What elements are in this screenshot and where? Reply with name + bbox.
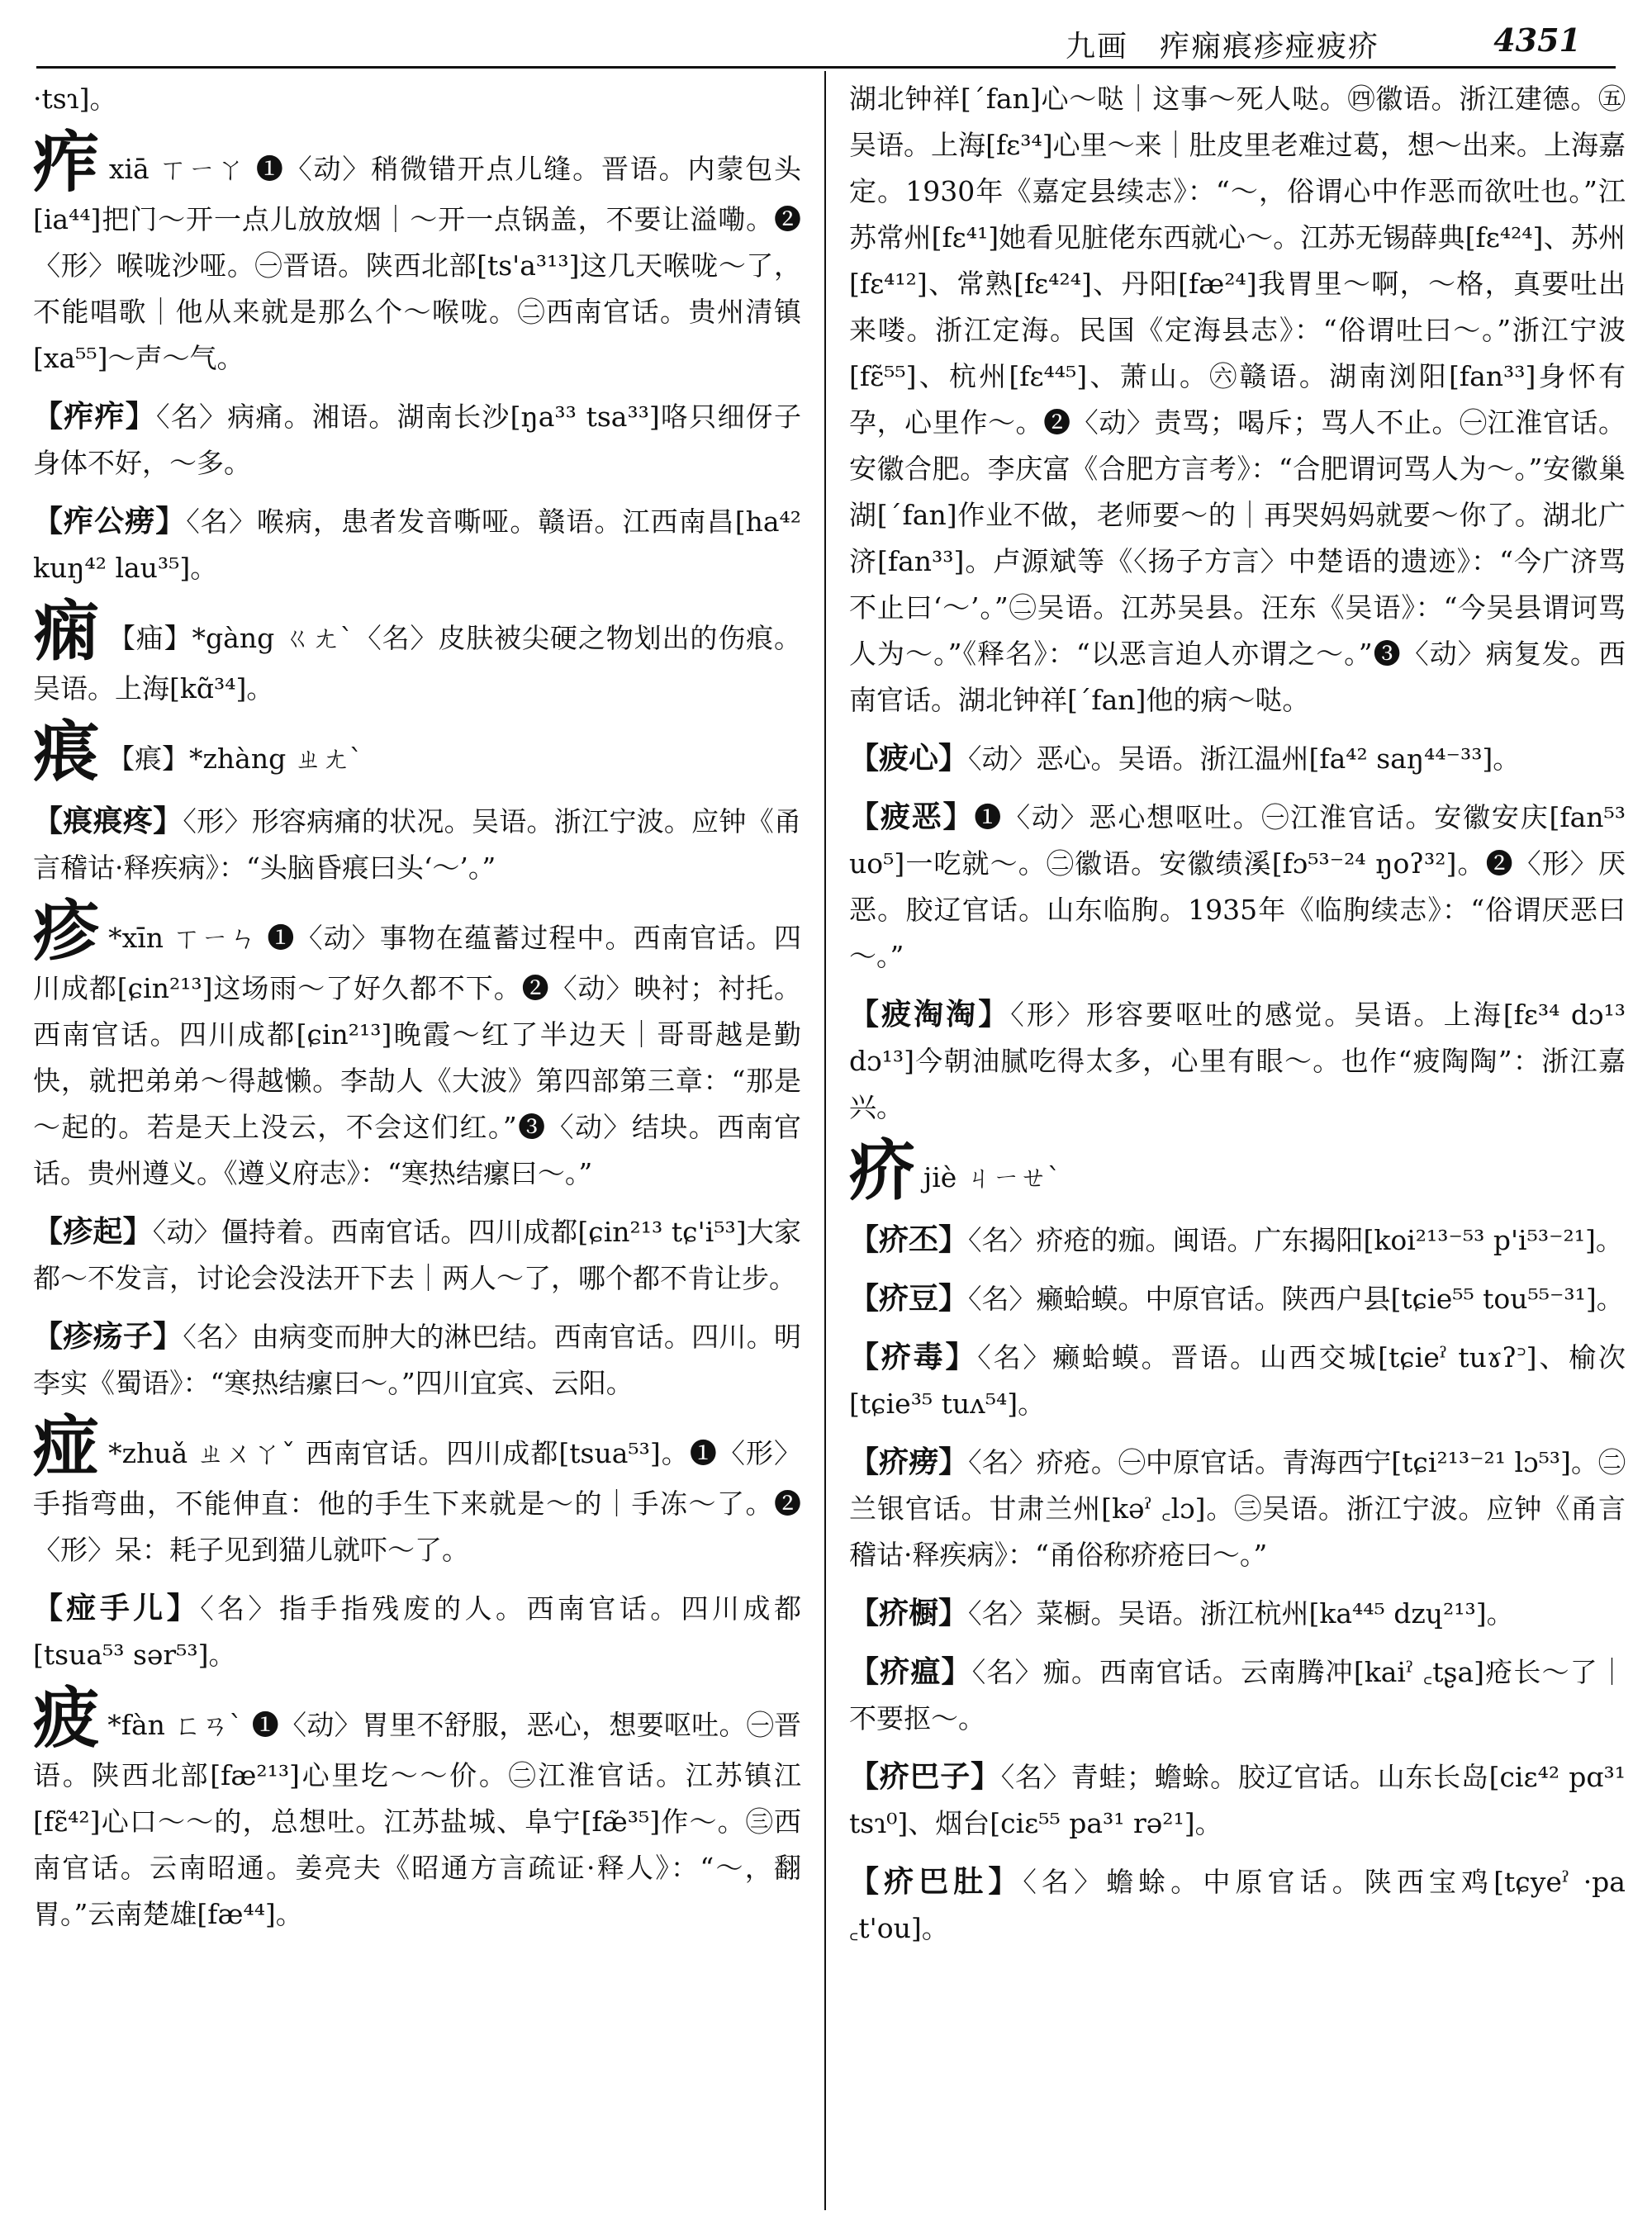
headword-character: 疥 <box>849 1132 915 1209</box>
header-rule <box>36 66 1616 69</box>
compound-entry <box>849 1217 1626 1264</box>
headword-character: 痖 <box>33 1407 101 1485</box>
headword-entry <box>33 1407 801 1573</box>
compound-entry <box>849 1439 1626 1578</box>
headword-entry <box>33 713 801 790</box>
definition-text: 〈名〉病痛。湘语。湖南长沙[ŋa³³ tsa³³]咯只细伢子身体不好，～多。 <box>33 401 801 479</box>
compound-word: 【痄公痨】 <box>33 504 187 539</box>
running-title: 九画 痄痫痮疹痖疲疥 <box>1065 30 1379 64</box>
compound-entry <box>849 735 1626 782</box>
headword-entry <box>33 592 801 712</box>
definition-text: ·tsɿ]。 <box>33 83 117 115</box>
headword-character: 疹 <box>33 892 101 970</box>
headword-character: 痫 <box>33 592 100 670</box>
definition-text: 〈形〉形容要呕吐的感觉。吴语。上海[fɛ³⁴ dɔ¹³ dɔ¹³]今朝油腻吃得太多，心里有眼～。也作“疲陶陶”：浙江嘉兴。 <box>849 999 1626 1123</box>
definition-text: 〈动〉僵持着。西南官话。四川成都[ɕin²¹³ tɕ'i⁵³]大家都～不发言，讨论会没法开下去｜两人～了，哪个都不肯让步。 <box>33 1216 801 1294</box>
compound-word: 【疹起】 <box>33 1214 153 1249</box>
definition-text: 〈名〉蟾蜍。中原官话。陕西宝鸡[tɕyeˀ ·pa ꜀t'ou]。 <box>849 1866 1626 1944</box>
definition-text: 【㾄】*gàng ㄍㄤˋ〈名〉皮肤被尖硬之物划出的伤痕。吴语。上海[kɑ̃³⁴]。 <box>33 622 801 705</box>
page-number: 4351 <box>1493 21 1581 59</box>
headword-entry <box>33 123 801 382</box>
compound-entry <box>33 798 801 891</box>
compound-entry <box>849 1753 1626 1847</box>
compound-entry <box>849 1334 1626 1427</box>
compound-entry <box>33 1585 801 1678</box>
compound-word: 【疲恶】 <box>849 799 975 834</box>
definition-text: 〈名〉指手指残废的人。西南官话。四川成都[tsua⁵³ sər⁵³]。 <box>33 1592 801 1671</box>
right-column <box>849 76 1626 2213</box>
compound-entry <box>849 991 1626 1131</box>
left-column <box>33 76 801 2213</box>
compound-entry <box>33 393 801 486</box>
headword-entry <box>33 892 801 1197</box>
compound-word: 【疹疡子】 <box>33 1319 183 1354</box>
compound-entry <box>849 1649 1626 1742</box>
column-divider <box>824 71 826 2210</box>
definition-text: 【痮】*zhàng ㄓㄤˋ <box>107 743 363 775</box>
definition-text: 〈名〉疥疮。㊀中原官话。青海西宁[tɕi²¹³⁻²¹ lɔ⁵³]。㊁兰银官话。甘肃兰州[kəˀ ꜀lɔ]。㊂吴语。浙江宁波。应钟《甬言稽诂·释疾病》：“甬俗称疥疮曰～。” <box>849 1446 1626 1571</box>
definition-text: 〈名〉痂。西南官话。云南腾冲[kaiˀ ꜀tʂa]疮长～了｜不要抠～。 <box>849 1656 1626 1734</box>
definition-text: 〈名〉喉病，患者发音嘶哑。赣语。江西南昌[ha⁴² kuŋ⁴² lau³⁵]。 <box>33 505 801 584</box>
compound-word: 【痄痄】 <box>33 399 156 434</box>
headword-entry <box>849 1132 1626 1209</box>
compound-word: 【疥痨】 <box>849 1445 969 1479</box>
headword-character: 疲 <box>33 1679 100 1757</box>
compound-word: 【疥丕】 <box>849 1222 969 1257</box>
definition-text: 〈名〉青蛙；蟾蜍。胶辽官话。山东长岛[ciɛ⁴² pɑ³¹ tsɿ⁰]、烟台[ciɛ⁵⁵ pa³¹ rə²¹]。 <box>849 1761 1626 1839</box>
compound-word: 【痖手儿】 <box>33 1591 201 1625</box>
definition-text: *xīn ㄒㄧㄣ ❶〈动〉事物在蕴蓄过程中。西南官话。四川成都[ɕin²¹³]这场雨～了好久都不下。❷〈动〉映衬；衬托。西南官话。四川成都[ɕin²¹³]晚霞～红了半边天｜哥哥越是勤快，就把弟弟～得越懒。李劼人《大波》第四部第三章：“那是～起的。若是天上没云，不会这们红。”❸〈动〉结块。西南官话。贵州遵义。《遵义府志》：“寒热结瘰曰～。” <box>33 922 801 1189</box>
definition-text: xiā ㄒㄧㄚ ❶〈动〉稍微错开点儿缝。晋语。内蒙包头[ia⁴⁴]把门～开一点儿放放烟｜～开一点锅盖，不要让溢嘞。❷〈形〉喉咙沙哑。㊀晋语。陕西北部[ts'a³¹³]这几天喉咙～了，不能唱歌｜他从来就是那么个～喉咙。㊁西南官话。贵州清镇[xa⁵⁵]～声～气。 <box>33 153 801 374</box>
compound-entry <box>33 1208 801 1302</box>
compound-word: 【疥巴子】 <box>849 1759 1001 1794</box>
compound-word: 【疥巴肚】 <box>849 1864 1023 1899</box>
definition-text: 〈名〉菜橱。吴语。浙江杭州[ka⁴⁴⁵ dzɥ²¹³]。 <box>968 1597 1514 1630</box>
compound-word: 【痮痮疼】 <box>33 804 183 838</box>
compound-entry <box>33 498 801 591</box>
page-header <box>0 18 1652 68</box>
definition-text: 〈动〉恶心。吴语。浙江温州[fa⁴² saŋ⁴⁴⁻³³]。 <box>968 743 1521 775</box>
definition-text: 〈名〉癞蛤蟆。中原官话。陕西户县[tɕie⁵⁵ tou⁵⁵⁻³¹]。 <box>968 1283 1624 1315</box>
definition-text: 〈名〉疥疮的痂。闽语。广东揭阳[koi²¹³⁻⁵³ p'i⁵³⁻²¹]。 <box>968 1224 1623 1256</box>
headword-character: 痄 <box>33 123 101 201</box>
compound-entry <box>849 794 1626 980</box>
compound-word: 【疥瘟】 <box>849 1654 972 1689</box>
compound-word: 【疲心】 <box>849 741 969 776</box>
compound-entry <box>849 1275 1626 1322</box>
compound-word: 【疥毒】 <box>849 1340 978 1374</box>
compound-entry <box>849 1590 1626 1637</box>
definition-text: *zhuǎ ㄓㄨㄚˇ 西南官话。四川成都[tsua⁵³]。❶〈形〉手指弯曲，不能伸直：他的手生下来就是～的｜手冻～了。❷〈形〉呆：耗子见到猫儿就吓～了。 <box>33 1437 801 1566</box>
definition-text: 〈形〉形容病痛的状况。吴语。浙江宁波。应钟《甬言稽诂·释疾病》：“头脑昏痮曰头‘～’。” <box>33 805 801 884</box>
headword-character: 痮 <box>33 713 99 790</box>
compound-word: 【疥橱】 <box>849 1596 969 1630</box>
continued-text <box>33 76 801 122</box>
continued-text <box>849 76 1626 724</box>
compound-entry <box>33 1313 801 1407</box>
definition-text: jiè ㄐㄧㄝˋ <box>923 1161 1061 1193</box>
definition-text: 〈名〉由病变而肿大的淋巴结。西南官话。四川。明李实《蜀语》：“寒热结瘰曰～。”四川宜宾、云阳。 <box>33 1321 801 1399</box>
definition-text: 〈名〉癞蛤蟆。晋语。山西交城[tɕieˀ tuɤʔ꜄]、榆次[tɕie³⁵ tuʌ⁵⁴]。 <box>849 1341 1626 1420</box>
compound-entry <box>849 1858 1626 1952</box>
headword-entry <box>33 1679 801 1938</box>
definition-text: ❶〈动〉恶心想呕吐。㊀江淮官话。安徽安庆[fan⁵³ uo⁵]一吃就～。㊁徽语。安徽绩溪[fɔ⁵³⁻²⁴ ŋoʔ³²]。❷〈形〉厌恶。胶辽官话。山东临朐。1935年《临朐续志》：“俗谓厌恶曰～。” <box>849 801 1626 972</box>
definition-text: *fàn ㄈㄢˋ ❶〈动〉胃里不舒服，恶心，想要呕吐。㊀晋语。陕西北部[fæ²¹³]心里圪～～价。㊁江淮官话。江苏镇江[fɛ̃⁴²]心口～～的，总想吐。江苏盐城、阜宁[fæ̃³⁵]作～。㊂西南官话。云南昭通。姜亮夫《昭通方言疏证·释人》：“～，翻胃。”云南楚雄[fæ⁴⁴]。 <box>33 1709 801 1930</box>
compound-word: 【疲淘淘】 <box>849 997 1011 1032</box>
compound-word: 【疥豆】 <box>849 1281 969 1316</box>
definition-text: 湖北钟祥[ˊfan]心～哒｜这事～死人哒。㊃徽语。浙江建德。㊄吴语。上海[fɛ³⁴]心里～来｜肚皮里老难过葛，想～出来。上海嘉定。1930年《嘉定县续志》：“～，俗谓心中作恶而欲吐也。”江苏常州[fɛ⁴¹]她看见脏佬东西就心～。江苏无锡薛典[fɛ⁴²⁴]、苏州[fɛ⁴¹²]、常熟[fɛ⁴²⁴]、丹阳[fæ²⁴]我胃里～啊，～格，真要吐出来喽。浙江定海。民国《定海县志》：“俗谓吐曰～。”浙江宁波[fɛ̃⁵⁵]、杭州[fɛ⁴⁴⁵]、萧山。㊅赣语。湖南浏阳[fan³³]身怀有孕，心里作～。❷〈动〉责骂；喝斥；骂人不止。㊀江淮官话。安徽合肥。李庆富《合肥方言考》：“合肥谓诃骂人为～。”安徽巢湖[ˊfan]作业不做，老师要～的｜再哭妈妈就要～你了。湖北广济[fan³³]。卢源斌等《〈扬子方言〉中楚语的遗迹》：“今广济骂不止曰‘～’。”㊁吴语。江苏吴县。汪东《吴语》：“今吴县谓诃骂人为～。”《释名》：“以恶言迫人亦谓之～。”❸〈动〉病复发。西南官话。湖北钟祥[ˊfan]他的病～哒。 <box>849 83 1626 716</box>
